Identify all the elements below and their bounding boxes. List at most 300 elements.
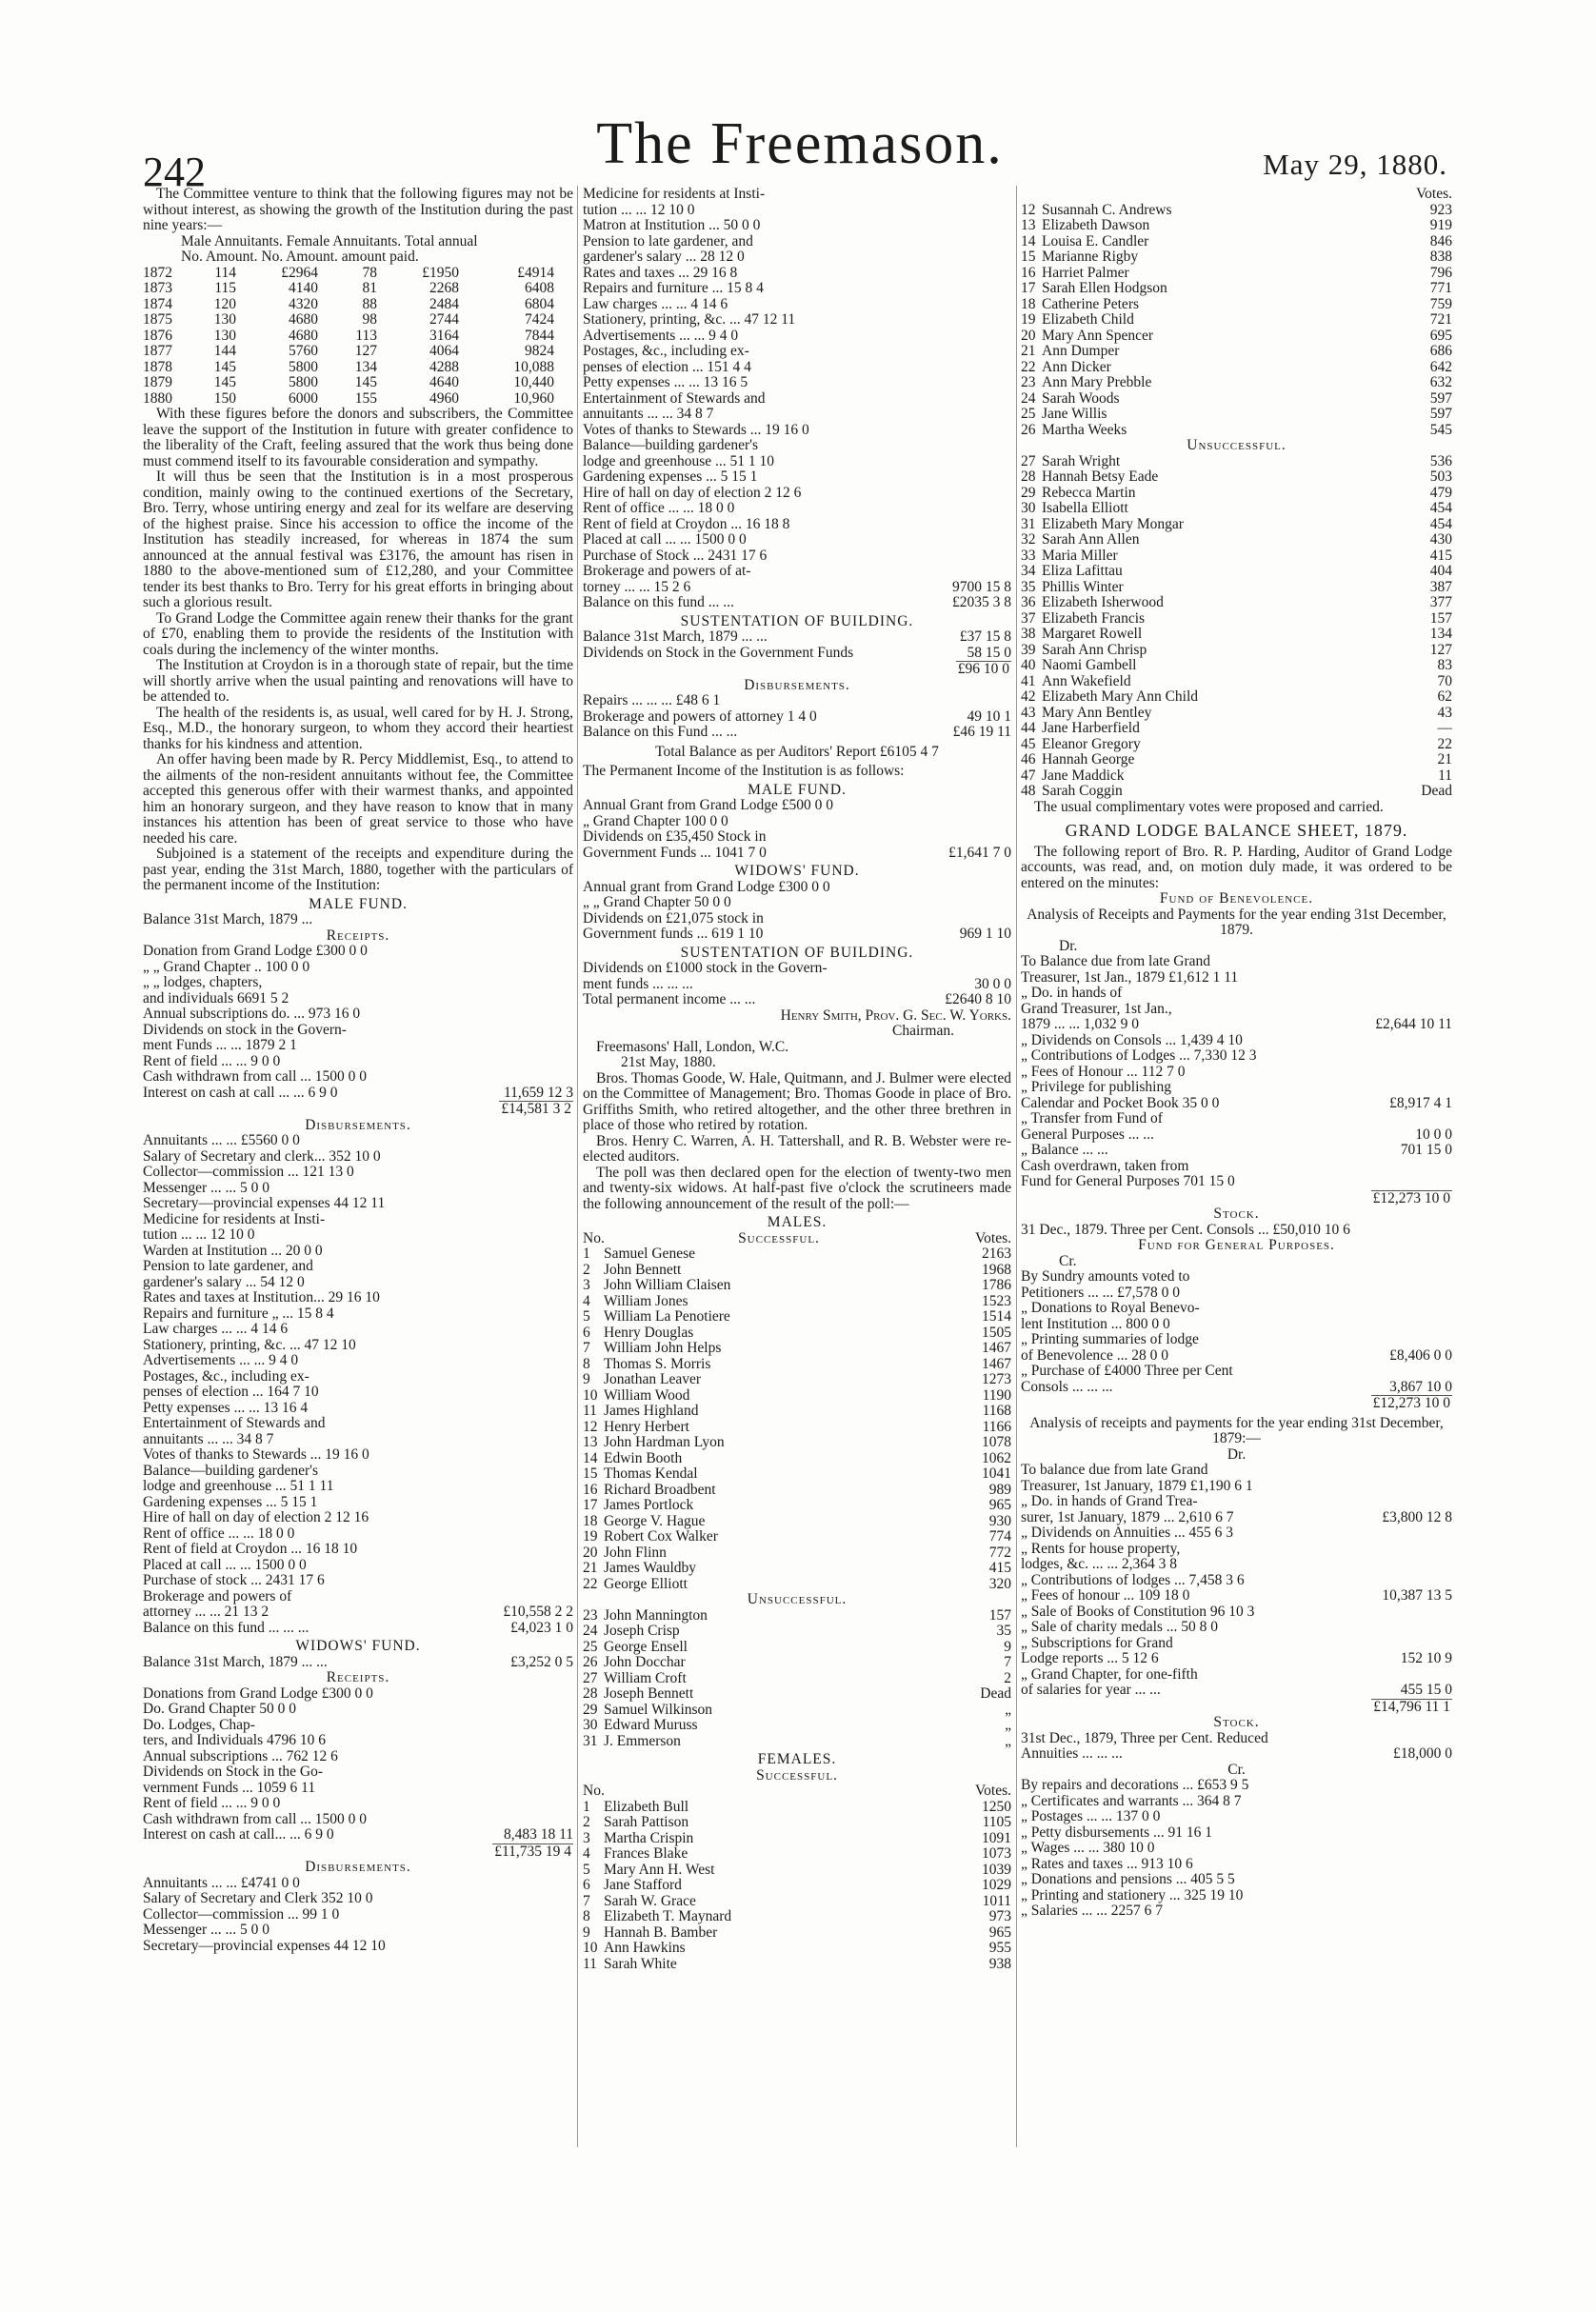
account-label: Interest on cash at call ... ... 6 9 0 <box>143 1085 338 1101</box>
vote-count: 62 <box>1437 688 1452 705</box>
account-label: Rent of field ... ... 9 0 0 <box>143 1796 281 1811</box>
poll-number: 34 <box>1021 563 1036 579</box>
account-label: Balance on this fund ... ... ... <box>143 1620 309 1636</box>
poll-row <box>583 1941 1011 1957</box>
annuity-cell: 120 <box>213 295 236 312</box>
account-row <box>143 1558 573 1574</box>
account-amount <box>905 423 1011 439</box>
account-amount <box>467 1244 573 1260</box>
poll-number: 11 <box>583 1403 597 1419</box>
poll-number: 20 <box>1021 327 1036 344</box>
account-label: To Balance due from late Grand <box>1021 954 1211 969</box>
poll-row <box>583 1529 1011 1545</box>
poll-number: 1 <box>583 1246 590 1262</box>
account-amount <box>1346 1636 1452 1652</box>
account-row <box>143 1907 573 1923</box>
account-row <box>583 580 1011 596</box>
account-amount <box>1346 1888 1452 1904</box>
poll-number: 45 <box>1021 735 1036 752</box>
candidate-name: James Wauldby <box>604 1560 697 1576</box>
candidate-name: Ann Hawkins <box>604 1940 686 1956</box>
poll-row <box>583 1561 1011 1577</box>
account-row <box>143 1290 573 1306</box>
annuity-cell: 7424 <box>525 311 554 328</box>
vote-count: 157 <box>988 1606 1011 1624</box>
vote-count: 320 <box>988 1575 1011 1592</box>
poll-row <box>583 1800 1011 1816</box>
account-row <box>583 693 1011 709</box>
account-amount <box>467 991 573 1007</box>
candidate-name: John Mannington <box>604 1606 708 1624</box>
account-amount <box>905 312 1011 329</box>
poll-row <box>583 1545 1011 1562</box>
account-amount <box>905 281 1011 297</box>
account-row <box>143 1604 573 1621</box>
account-label: By Sundry amounts voted to <box>1021 1269 1190 1285</box>
candidate-name: Mary Ann Spencer <box>1042 327 1154 344</box>
poll-number: 6 <box>583 1324 590 1341</box>
account-label: Annual subscriptions ... 762 12 6 <box>143 1748 338 1764</box>
account-row <box>143 1526 573 1543</box>
candidate-name: Sarah White <box>604 1955 677 1972</box>
account-label: By repairs and decorations ... £653 9 5 <box>1021 1778 1249 1793</box>
account-amount <box>467 1464 573 1480</box>
account-row <box>143 1038 573 1054</box>
candidate-name: Isabella Elliott <box>1042 500 1128 516</box>
section-heading: Unsuccessful. <box>1187 437 1287 453</box>
vote-count: 695 <box>1429 327 1452 344</box>
account-amount <box>1346 970 1452 987</box>
account-label: Dividends on £35,450 Stock in <box>583 829 767 845</box>
account-label: Votes of thanks to Stewards ... 19 16 0 <box>583 422 809 438</box>
account-amount <box>1346 1269 1452 1286</box>
poll-row <box>1021 517 1452 533</box>
account-label: General Purposes ... ... <box>1021 1126 1154 1143</box>
account-amount <box>467 1227 573 1244</box>
vote-count: 1078 <box>982 1434 1011 1450</box>
account-row <box>583 829 1011 846</box>
vote-count: 1039 <box>982 1861 1011 1878</box>
poll-number: 36 <box>1021 594 1036 610</box>
section-heading: MALES. <box>767 1214 828 1230</box>
poll-number: 46 <box>1021 751 1036 767</box>
account-amount <box>905 329 1011 345</box>
poll-number: 3 <box>583 1277 590 1293</box>
account-label: Rent of field ... ... 9 0 0 <box>143 1053 281 1069</box>
candidate-name: Jane Maddick <box>1042 767 1125 784</box>
account-row <box>143 1196 573 1212</box>
candidate-name: Elizabeth Isherwood <box>1042 594 1164 610</box>
candidate-name: Edwin Booth <box>604 1449 683 1466</box>
poll-number: 11 <box>583 1955 597 1972</box>
vote-count: 938 <box>988 1955 1011 1972</box>
account-label: „ Sale of Books of Constitution 96 10 3 <box>1021 1604 1255 1620</box>
account-row <box>583 961 1011 977</box>
account-label: penses of election ... 164 7 10 <box>143 1385 319 1400</box>
annuity-cell: 5800 <box>289 374 318 390</box>
text-line: Dr. <box>1227 1445 1247 1463</box>
account-row <box>583 438 1011 454</box>
account-label: „ Contributions of Lodges ... 7,330 12 3 <box>1021 1048 1257 1064</box>
account-amount: £1,641 7 0 <box>948 844 1011 861</box>
account-row <box>583 548 1011 565</box>
account-row <box>143 1353 573 1369</box>
candidate-name: Susannah C. Andrews <box>1042 201 1172 218</box>
account-amount <box>905 693 1011 709</box>
column-3 <box>1021 187 1452 2152</box>
candidate-name: Mary Ann Bentley <box>1042 704 1152 721</box>
account-amount <box>905 360 1011 376</box>
account-label: Purchase of stock ... 2431 17 6 <box>143 1573 325 1588</box>
candidate-name: Jane Willis <box>1042 406 1107 422</box>
column-rule <box>1016 186 1017 2147</box>
account-label: Placed at call ... ... 1500 0 0 <box>143 1557 307 1573</box>
account-amount: 49 10 1 <box>967 708 1011 725</box>
poll-number: 24 <box>1021 389 1036 407</box>
poll-row <box>1021 454 1452 470</box>
annuity-cell: 6408 <box>525 280 554 296</box>
account-label: Purchase of Stock ... 2431 17 6 <box>583 548 768 564</box>
successful-label: Successful. <box>738 1229 820 1246</box>
candidate-name: John Bennett <box>604 1261 682 1278</box>
total-value: £14,581 3 2 <box>501 1101 571 1117</box>
account-amount <box>905 375 1011 391</box>
vote-count: 43 <box>1437 704 1452 721</box>
account-amount <box>1346 1667 1452 1684</box>
vote-count: 11 <box>1438 767 1452 784</box>
poll-row <box>1021 595 1452 611</box>
poll-number: 23 <box>1021 374 1036 390</box>
account-amount: 9700 15 8 <box>952 578 1011 595</box>
vote-count: 597 <box>1429 389 1452 407</box>
account-label: „ Dividends on Consols ... 1,439 4 10 <box>1021 1032 1243 1048</box>
poll-row <box>583 1909 1011 1925</box>
account-amount <box>467 1416 573 1432</box>
section-heading: Disbursements. <box>744 676 850 693</box>
column-2 <box>583 187 1011 2152</box>
account-row <box>1021 1143 1452 1159</box>
account-label: lodges, &c. ... ... 2,364 3 8 <box>1021 1557 1178 1572</box>
account-amount <box>467 1796 573 1812</box>
poll-number: 37 <box>1021 609 1036 627</box>
poll-row <box>1021 548 1452 565</box>
vote-count: 632 <box>1429 374 1452 390</box>
account-label: „ Printing summaries of lodge <box>1021 1332 1199 1347</box>
poll-row <box>583 1372 1011 1388</box>
account-row <box>583 814 1011 830</box>
poll-number: 19 <box>583 1528 598 1545</box>
account-label: Do. Grand Chapter 50 0 0 <box>143 1702 296 1717</box>
candidate-name: William Croft <box>604 1669 687 1686</box>
paragraph: With these figures before the donors and subscribers, the Committee leave the support of the Institution in future with greater confidence to the liberality of the Craft, feeling assured that the work thus being done must commend itself to its favourable consideration and sympathy. <box>143 406 573 469</box>
poll-row <box>583 1671 1011 1687</box>
account-amount <box>467 1812 573 1828</box>
paragraph: The poll was then declared open for the election of twenty-two men and twenty-six widows. At half-past five o'clock the scrutineers made the following announcement of the result of the poll:— <box>583 1164 1011 1212</box>
poll-number: 5 <box>583 1861 590 1878</box>
candidate-name: George Ensell <box>604 1638 688 1655</box>
annuity-year-row <box>143 297 573 313</box>
account-amount <box>1346 986 1452 1002</box>
vote-count: 1505 <box>982 1324 1011 1341</box>
account-label: „ Sale of charity medals ... 50 8 0 <box>1021 1620 1219 1635</box>
poll-row <box>583 1420 1011 1436</box>
account-row <box>583 595 1011 611</box>
account-amount <box>467 944 573 960</box>
account-row <box>1021 1667 1452 1684</box>
account-label: Government funds ... 619 1 10 <box>583 927 764 942</box>
vote-count: 1062 <box>982 1449 1011 1466</box>
poll-number: 16 <box>583 1481 598 1498</box>
vote-count: 1190 <box>982 1386 1011 1404</box>
poll-row <box>583 1863 1011 1879</box>
account-row <box>1021 1683 1452 1699</box>
account-row <box>1021 1857 1452 1873</box>
total-value: £12,273 10 0 <box>1372 1395 1450 1411</box>
vote-count: 454 <box>1429 515 1452 532</box>
account-label: „ Rates and taxes ... 913 10 6 <box>1021 1856 1193 1872</box>
candidate-name: Elizabeth Dawson <box>1042 217 1150 233</box>
candidate-name: Elizabeth Mary Mongar <box>1042 515 1184 532</box>
account-label: „ Do. in hands of Grand Trea- <box>1021 1494 1198 1509</box>
account-row <box>1021 1841 1452 1857</box>
account-row <box>143 1495 573 1511</box>
poll-row <box>1021 784 1452 800</box>
poll-number: 14 <box>583 1449 598 1466</box>
poll-row <box>583 1246 1011 1263</box>
annuity-cell: 2484 <box>429 295 459 312</box>
account-amount <box>905 454 1011 470</box>
vote-count: 134 <box>1429 626 1452 642</box>
candidate-name: Frances Blake <box>604 1845 688 1862</box>
paragraph: The Institution at Croydon is in a thorough state of repair, but the time will shortly arrive when the usual painting and renovations will have to be attended to. <box>143 657 573 705</box>
account-amount <box>1346 1542 1452 1558</box>
account-label: Brokerage and powers of <box>143 1588 292 1604</box>
account-row <box>143 944 573 960</box>
account-row <box>1021 1588 1452 1604</box>
account-amount <box>467 1686 573 1703</box>
account-row <box>583 532 1011 548</box>
account-amount <box>467 1558 573 1574</box>
account-row <box>143 1939 573 1955</box>
candidate-name: Martha Weeks <box>1042 421 1127 438</box>
paragraph: To Grand Lodge the Committee again renew their thanks for the grant of £70, enabling them to provide the residents of the Institution with coals during the inclemency of the winter months. <box>143 609 573 658</box>
annuity-cell: 145 <box>213 358 236 375</box>
account-label: torney ... ... 15 2 6 <box>583 579 691 595</box>
account-total <box>143 1844 573 1861</box>
annuity-cell: 130 <box>213 311 236 328</box>
text-line: Analysis of receipts and payments for the year ending 31st December, 1879:— <box>1029 1414 1444 1446</box>
candidate-name: Samuel Genese <box>604 1246 695 1262</box>
vote-count: — <box>1437 720 1452 736</box>
annuity-cell: 1877 <box>143 343 172 359</box>
vote-count: 387 <box>1429 578 1452 595</box>
annuity-cell: 145 <box>213 374 236 390</box>
account-label: Law charges ... ... 4 14 6 <box>143 1322 289 1337</box>
poll-number: 25 <box>1021 406 1036 422</box>
account-amount: £37 15 8 <box>959 628 1011 645</box>
poll-row <box>583 1325 1011 1342</box>
account-label: gardener's salary ... 54 12 0 <box>143 1274 305 1290</box>
text-line: Total Balance as per Auditors' Report £6105 4 7 <box>655 743 939 760</box>
poll-row <box>1021 203 1452 219</box>
text-line: 31st Dec., 1879, Three per Cent. Reduced <box>1021 1729 1268 1746</box>
account-label: „ Balance ... ... <box>1021 1143 1108 1158</box>
account-amount <box>467 1212 573 1228</box>
vote-count: 1467 <box>982 1355 1011 1372</box>
poll-row <box>1021 611 1452 628</box>
poll-number: 13 <box>583 1434 598 1450</box>
account-amount: £46 19 11 <box>952 724 1011 740</box>
poll-row <box>583 1624 1011 1640</box>
account-amount <box>905 548 1011 565</box>
annuity-cell: 144 <box>213 343 236 359</box>
account-label: Medicine for residents at Insti- <box>583 187 766 202</box>
poll-number: 38 <box>1021 626 1036 642</box>
account-row <box>1021 1348 1452 1365</box>
account-amount: 10,387 13 5 <box>1382 1587 1452 1604</box>
poll-number: 27 <box>583 1669 598 1686</box>
poll-number: 35 <box>1021 578 1036 595</box>
poll-number: 43 <box>1021 704 1036 721</box>
account-row <box>1021 1317 1452 1333</box>
vote-count: 1168 <box>982 1403 1011 1419</box>
account-label: Stationery, printing, &c. ... 47 12 11 <box>583 312 796 328</box>
account-label: „ Printing and stationery ... 325 19 10 <box>1021 1887 1244 1903</box>
vote-count: 759 <box>1429 295 1452 312</box>
annuity-cell: 130 <box>213 327 236 344</box>
paragraph: The following report of Bro. R. P. Harding, Auditor of Grand Lodge accounts, was read, and, on motion duly made, it was ordered to be entered on the minutes: <box>1021 843 1452 891</box>
account-amount <box>1346 1857 1452 1873</box>
account-row <box>583 203 1011 219</box>
candidate-name: Ann Mary Prebble <box>1042 374 1152 390</box>
poll-number: 40 <box>1021 657 1036 673</box>
account-row <box>583 312 1011 329</box>
candidate-name: Marianne Rigby <box>1042 249 1139 265</box>
account-amount: £4,023 1 0 <box>510 1619 573 1636</box>
account-amount <box>467 1038 573 1054</box>
account-row <box>583 407 1011 423</box>
column-1 <box>143 187 573 2152</box>
poll-row <box>583 1831 1011 1847</box>
vote-count: 721 <box>1429 311 1452 328</box>
text-line: Freemasons' Hall, London, W.C. <box>596 1038 789 1055</box>
account-row <box>583 709 1011 726</box>
poll-number: 26 <box>1021 421 1036 438</box>
vote-count: „ <box>1005 1701 1011 1718</box>
account-label: Petty expenses ... ... 13 16 4 <box>143 1400 309 1416</box>
poll-row <box>1021 643 1452 659</box>
account-label: ters, and Individuals 4796 10 6 <box>143 1733 327 1748</box>
account-label: Votes of thanks to Stewards ... 19 16 0 <box>143 1447 369 1463</box>
poll-row <box>1021 658 1452 674</box>
poll-row <box>1021 249 1452 266</box>
account-amount <box>467 1447 573 1464</box>
vote-count: 1467 <box>982 1340 1011 1356</box>
account-amount <box>1346 1332 1452 1348</box>
account-row <box>143 1054 573 1070</box>
candidate-name: Mary Ann H. West <box>604 1861 715 1878</box>
candidate-name: Elizabeth Francis <box>1042 609 1146 627</box>
account-amount: £10,558 2 2 <box>503 1604 573 1620</box>
annuity-cell: £4914 <box>517 264 554 281</box>
account-label: Annual grant from Grand Lodge £300 0 0 <box>583 879 830 895</box>
candidate-name: Jonathan Leaver <box>604 1371 701 1387</box>
account-row <box>143 1416 573 1432</box>
account-amount <box>467 1306 573 1323</box>
account-amount <box>467 1023 573 1039</box>
account-label: „ Privilege for publishing <box>1021 1080 1171 1095</box>
account-row <box>583 218 1011 234</box>
account-row <box>1021 1286 1452 1302</box>
account-label: Pension to late gardener, and <box>583 233 753 249</box>
account-row <box>1021 1017 1452 1033</box>
account-amount <box>467 1069 573 1086</box>
poll-row <box>1021 532 1452 548</box>
account-amount <box>467 1369 573 1385</box>
account-row <box>583 234 1011 250</box>
vote-count: 796 <box>1429 264 1452 281</box>
account-amount: £8,917 4 1 <box>1389 1094 1452 1111</box>
account-row <box>143 1510 573 1526</box>
account-row <box>583 895 1011 911</box>
poll-number: 10 <box>583 1940 598 1956</box>
poll-row <box>1021 706 1452 722</box>
account-amount <box>1346 1286 1452 1302</box>
account-row <box>1021 1065 1452 1081</box>
account-row <box>583 846 1011 862</box>
poll-row <box>1021 360 1452 376</box>
account-row <box>143 1686 573 1703</box>
account-row <box>583 992 1011 1008</box>
annuity-cell: 98 <box>362 311 377 328</box>
votes-label: Votes. <box>974 1229 1011 1246</box>
poll-number: 15 <box>1021 249 1036 265</box>
annuity-cell: 1879 <box>143 374 172 390</box>
candidate-name: Elizabeth Child <box>1042 311 1134 328</box>
account-amount <box>905 297 1011 313</box>
annuity-cell: 9824 <box>525 343 554 359</box>
account-label: Government Funds ... 1041 7 0 <box>583 845 767 861</box>
account-label: Annual Grant from Grand Lodge £500 0 0 <box>583 798 834 813</box>
account-amount <box>905 187 1011 203</box>
account-row <box>583 360 1011 376</box>
account-label: Annuities ... ... ... <box>1021 1746 1123 1762</box>
account-amount <box>905 961 1011 977</box>
poll-number: 2 <box>583 1261 590 1278</box>
account-amount <box>1346 1557 1452 1573</box>
annuity-cell: 115 <box>214 280 236 296</box>
account-row <box>583 977 1011 993</box>
account-row <box>1021 1604 1452 1621</box>
vote-count: 404 <box>1429 563 1452 579</box>
annuity-cell: 4680 <box>289 327 318 344</box>
account-amount <box>1346 1048 1452 1065</box>
annuity-cell: 10,960 <box>513 389 554 407</box>
poll-number: 2 <box>583 1814 590 1830</box>
poll-number: 16 <box>1021 264 1036 281</box>
account-amount <box>905 501 1011 517</box>
annuity-cell: 5760 <box>289 343 318 359</box>
candidate-name: Sarah Pattison <box>604 1814 689 1830</box>
account-label: „ Fees of honour ... 109 18 0 <box>1021 1588 1190 1604</box>
annuity-cell: 1875 <box>143 311 172 328</box>
account-row <box>143 1764 573 1781</box>
account-amount <box>467 1749 573 1765</box>
candidate-name: Samuel Wilkinson <box>604 1701 713 1718</box>
account-row <box>143 960 573 976</box>
vote-count: 2 <box>1004 1669 1011 1686</box>
poll-number: 14 <box>1021 232 1036 249</box>
